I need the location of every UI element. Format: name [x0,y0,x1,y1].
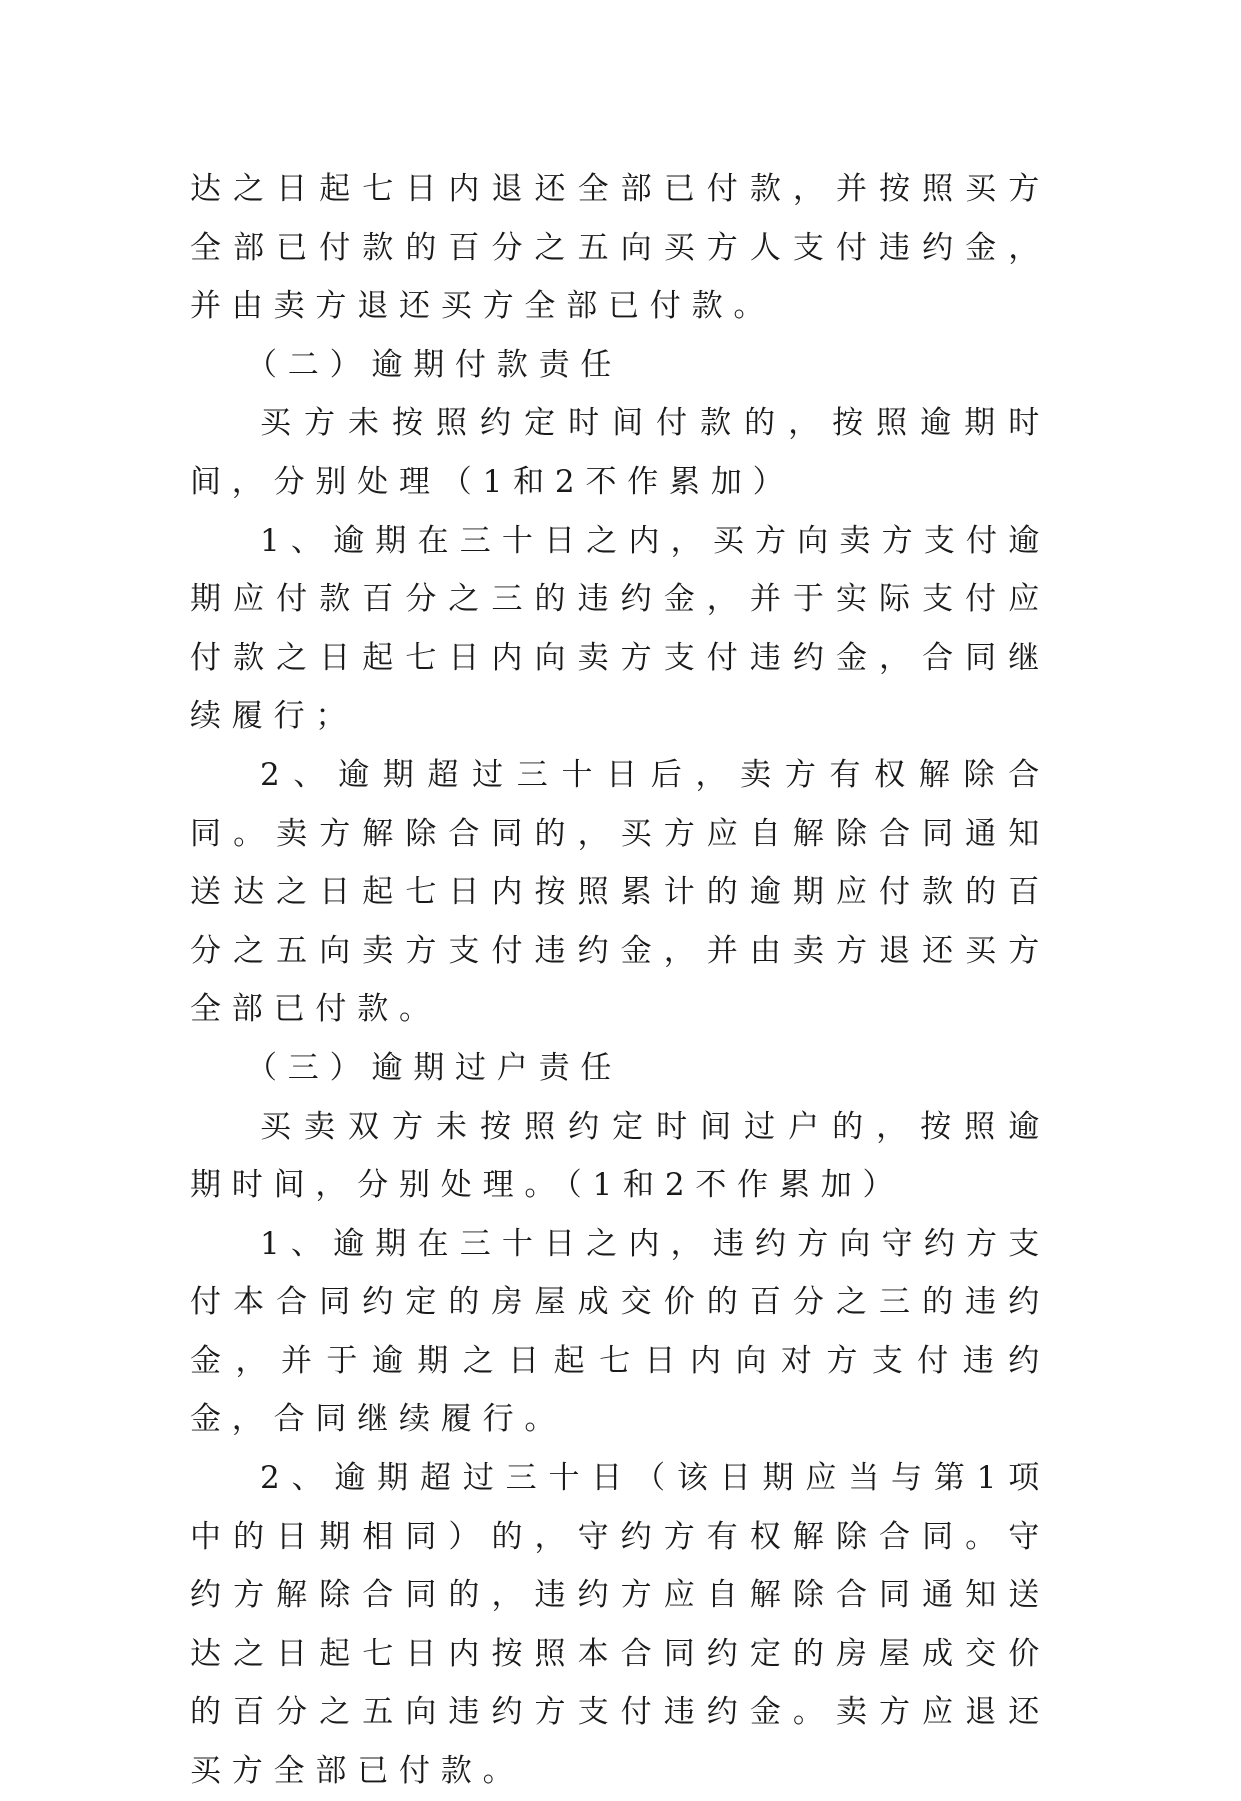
paragraph-late-transfer-item-1: 1、逾期在三十日之内，违约方向守约方支付本合同约定的房屋成交价的百分之三的违约金，并于逾期之日起七日内向对方支付违约金，合同继续履行。 [190,1225,1050,1438]
paragraph-refund-penalty: 达之日起七日内退还全部已付款，并按照买方全部已付款的百分之五向买方人支付违约金，并由卖方退还买方全部已付款。 [190,171,1050,325]
paragraph-late-transfer-item-2: 2、逾期超过三十日（该日期应当与第1项中的日期相同）的，守约方有权解除合同。守约方解除合同的，违约方应自解除合同通知送达之日起七日内按照本合同约定的房屋成交价的百分之五向违约方支付违约金。卖方应退还买方全部已付款。 [190,1460,1050,1790]
section-heading-late-transfer: （三）逾期过户责任 [246,1049,623,1086]
document-page [190,160,1050,1801]
paragraph-late-payment-intro: 买方未按照约定时间付款的，按照逾期时间，分别处理（1和2不作累加） [190,405,1050,500]
paragraph-late-payment-item-2: 2、逾期超过三十日后，卖方有权解除合同。卖方解除合同的，买方应自解除合同通知送达之日起七日内按照累计的逾期应付款的百分之五向卖方支付违约金，并由卖方退还买方全部已付款。 [190,756,1050,1028]
section-heading-late-payment: （二）逾期付款责任 [246,346,623,383]
paragraph-late-transfer-intro: 买卖双方未按照约定时间过户的，按照逾期时间，分别处理。（1和2不作累加） [190,1108,1050,1204]
paragraph-late-payment-item-1: 1、逾期在三十日之内，买方向卖方支付逾期应付款百分之三的违约金，并于实际支付应付款之日起七日内向卖方支付违约金，合同继续履行； [190,522,1050,735]
